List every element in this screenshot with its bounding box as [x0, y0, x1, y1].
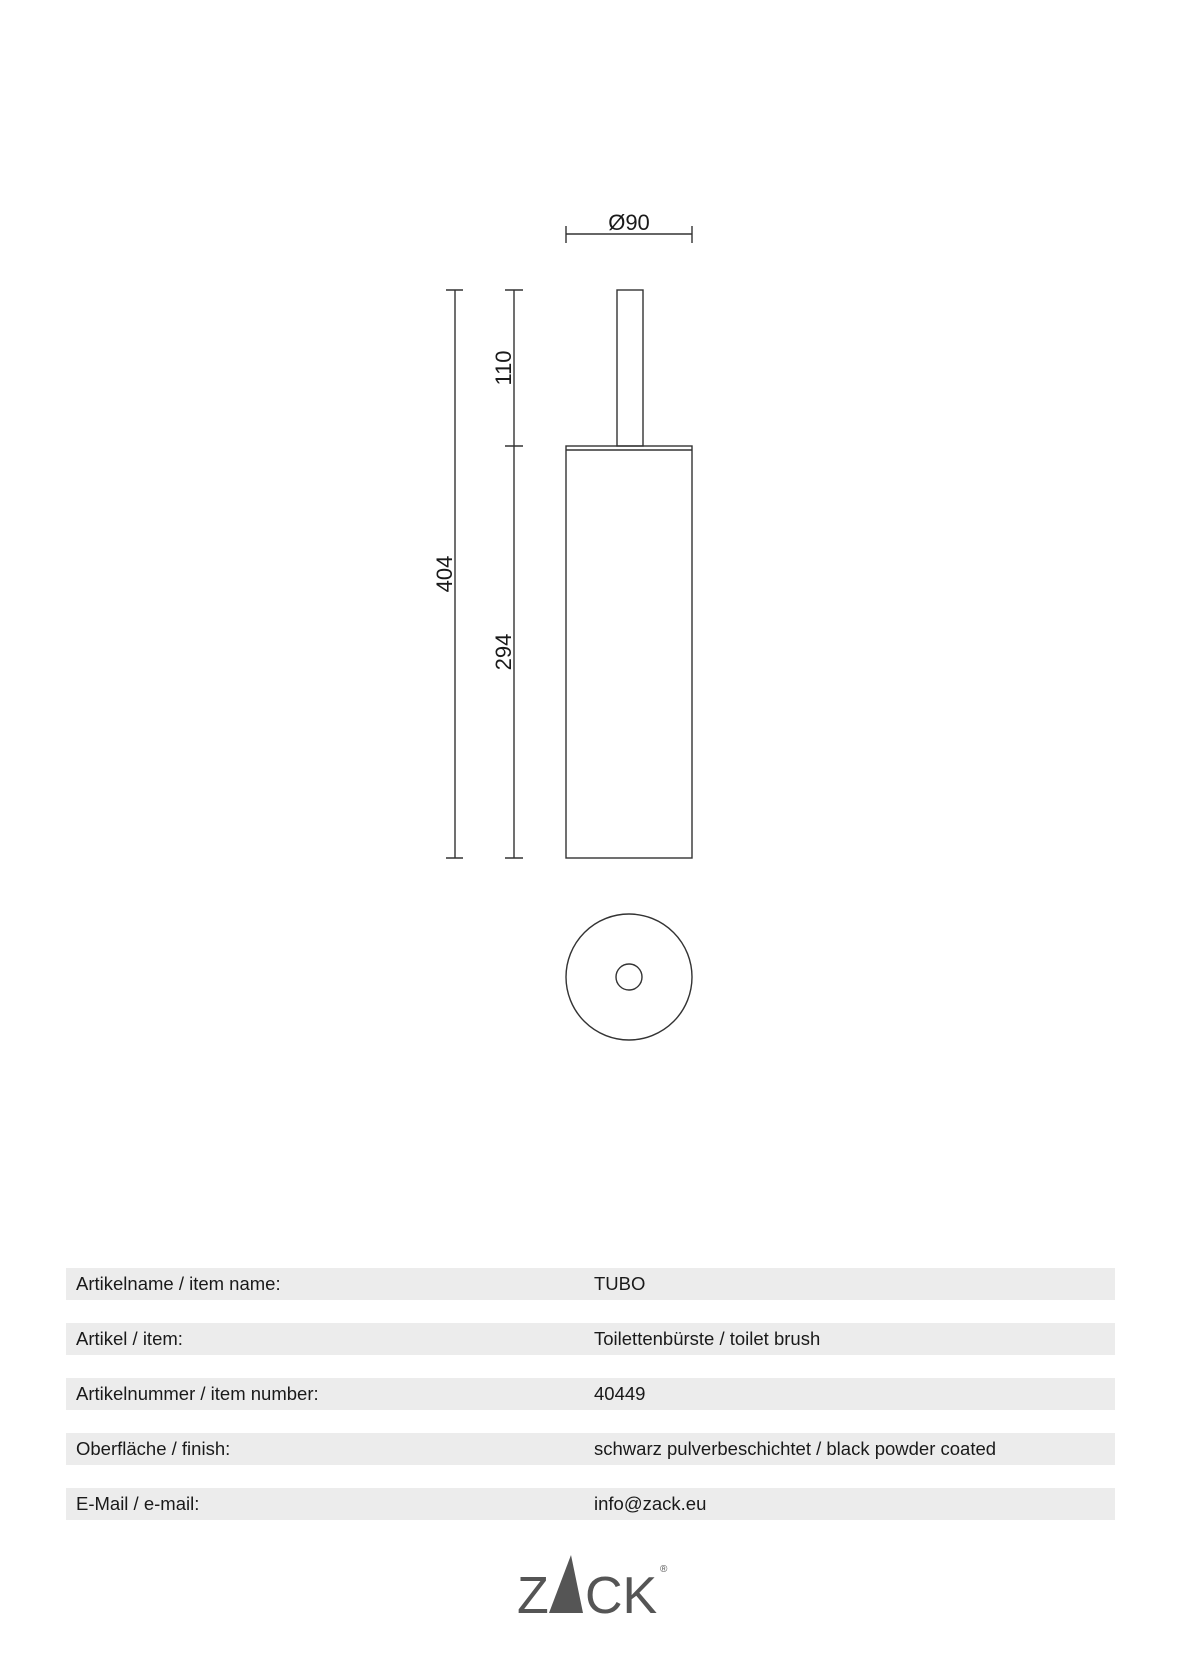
dim-body-height-label: 294 — [491, 633, 516, 671]
dim-total-height-label: 404 — [432, 555, 457, 593]
spec-row-item-name — [66, 1268, 1115, 1300]
spec-label: Artikel / item: — [76, 1328, 183, 1349]
holder-body-outline — [566, 446, 692, 858]
spec-label: Artikelname / item name: — [76, 1273, 281, 1294]
dim-diameter-label: Ø90 — [608, 210, 650, 235]
spec-row-email — [66, 1488, 1115, 1520]
logo-letter-z: Z — [517, 1567, 549, 1618]
zack-logo — [515, 1548, 675, 1618]
spec-value: TUBO — [594, 1273, 646, 1294]
spec-label: E-Mail / e-mail: — [76, 1493, 200, 1514]
spec-value: info@zack.eu — [594, 1493, 707, 1514]
spec-value: 40449 — [594, 1383, 646, 1404]
dim-handle-height-label: 110 — [491, 350, 516, 386]
top-view-inner-circle — [616, 964, 642, 990]
spec-row-finish — [66, 1433, 1115, 1465]
registered-mark: ® — [660, 1564, 668, 1575]
spec-value: Toilettenbürste / toilet brush — [594, 1328, 821, 1349]
top-view-outer-circle — [566, 914, 692, 1040]
brush-handle-outline — [617, 290, 643, 446]
spec-value: schwarz pulverbeschichtet / black powder coated — [594, 1438, 997, 1459]
spec-label: Artikelnummer / item number: — [76, 1383, 319, 1404]
spec-label: Oberfläche / finish: — [76, 1438, 231, 1459]
spec-row-item-number — [66, 1378, 1115, 1410]
logo-letters-ck: CK — [585, 1567, 658, 1618]
spec-row-item — [66, 1323, 1115, 1355]
spec-table — [66, 1268, 1115, 1543]
logo-triangle-mark — [549, 1555, 583, 1613]
